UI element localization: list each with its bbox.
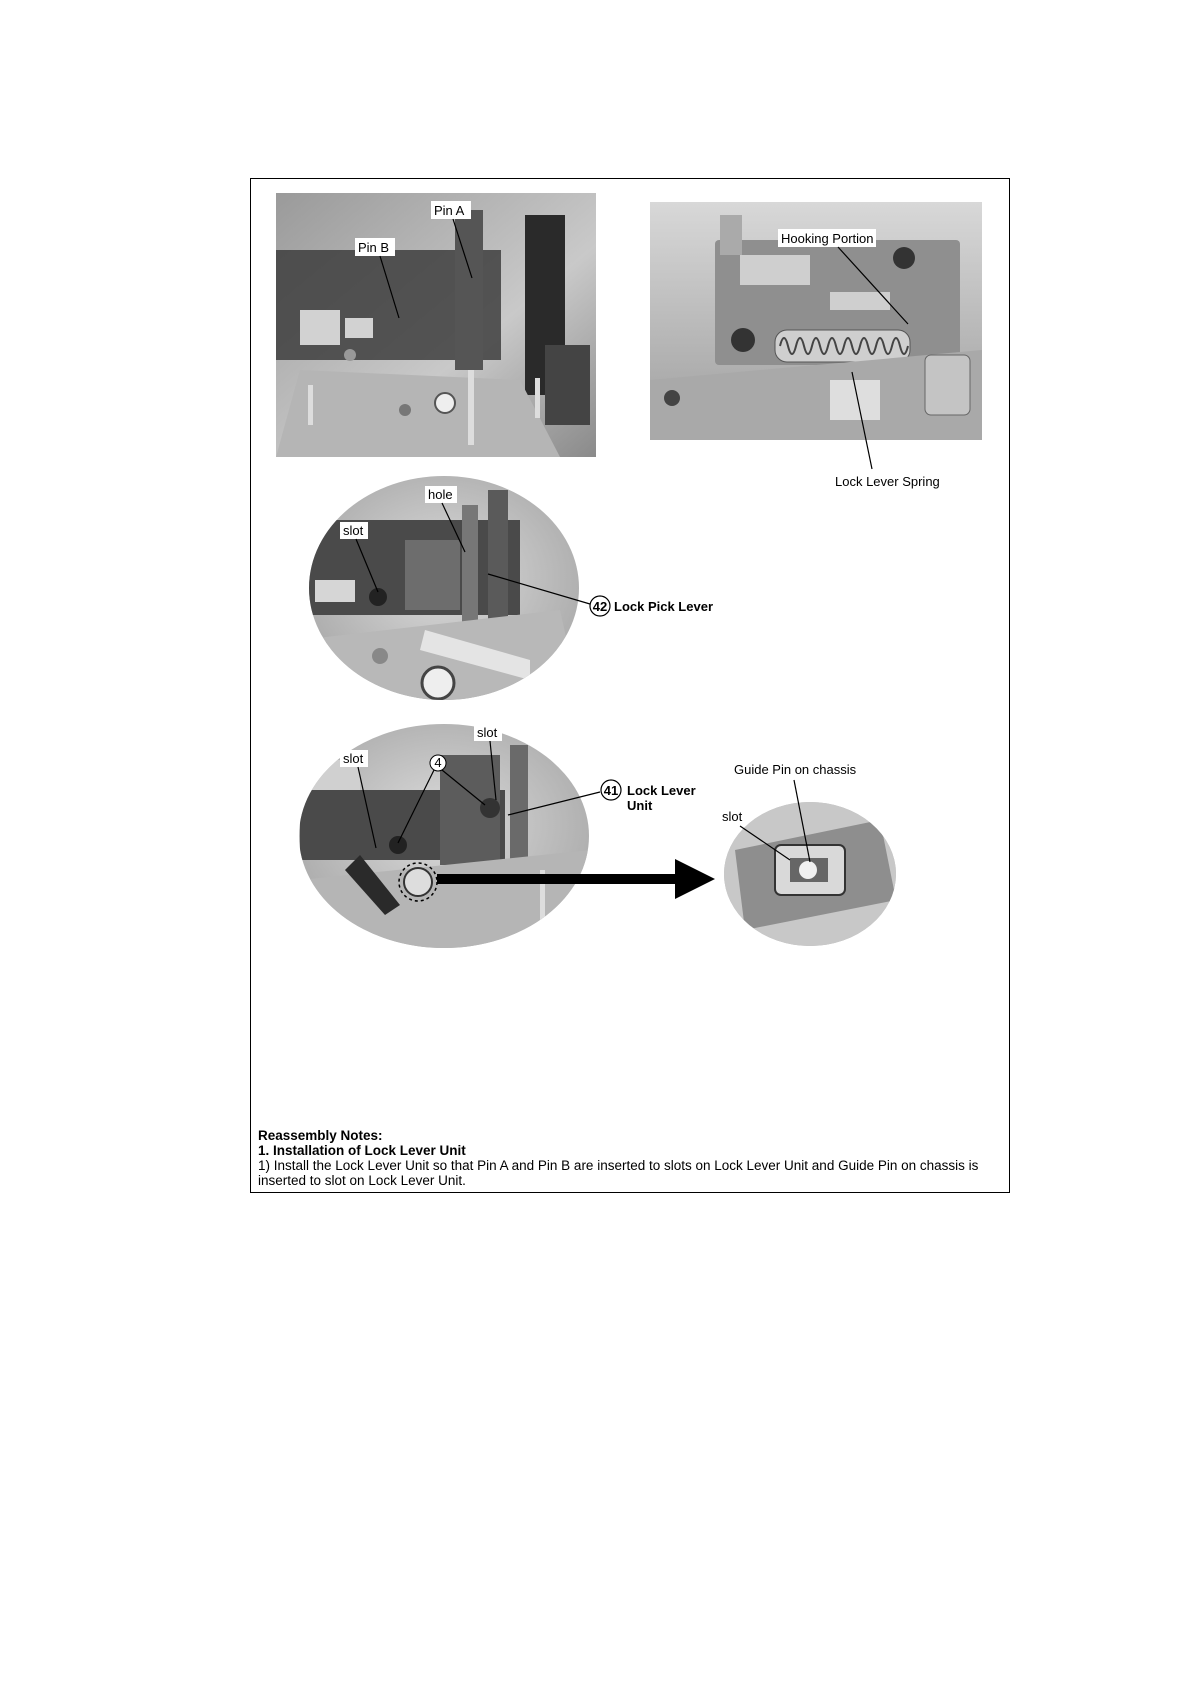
svg-text:Guide Pin on chassis: Guide Pin on chassis bbox=[734, 762, 857, 777]
svg-text:Lock Pick Lever: Lock Pick Lever bbox=[614, 599, 713, 614]
svg-text:Hooking Portion: Hooking Portion bbox=[781, 231, 874, 246]
reassembly-notes bbox=[258, 1128, 998, 1188]
svg-text:hole: hole bbox=[428, 487, 453, 502]
svg-text:Lock Lever Spring: Lock Lever Spring bbox=[835, 474, 940, 489]
svg-text:4: 4 bbox=[434, 755, 442, 770]
svg-text:slot: slot bbox=[343, 523, 364, 538]
svg-text:slot: slot bbox=[722, 809, 743, 824]
svg-text:slot: slot bbox=[477, 725, 498, 740]
spring-coil bbox=[775, 330, 910, 362]
photo-guide-pin-detail bbox=[724, 800, 896, 950]
svg-text:41: 41 bbox=[603, 783, 619, 798]
photo-pins bbox=[276, 193, 596, 457]
svg-text:Lock Lever: Lock Lever bbox=[627, 783, 696, 798]
notes-line-1: 1) Install the Lock Lever Unit so that Pin A and Pin B are inserted to slots on Lock Lever Unit and Guide Pin on chassis is bbox=[258, 1158, 979, 1173]
notes-heading: Reassembly Notes: bbox=[258, 1128, 383, 1143]
svg-text:Unit: Unit bbox=[627, 798, 653, 813]
notes-line-2: inserted to slot on Lock Lever Unit. bbox=[258, 1173, 466, 1188]
photo-lock-pick-lever bbox=[300, 476, 580, 700]
notes-subheading: 1. Installation of Lock Lever Unit bbox=[258, 1143, 466, 1158]
svg-text:Pin A: Pin A bbox=[434, 203, 465, 218]
svg-text:42: 42 bbox=[592, 599, 608, 614]
svg-text:Pin B: Pin B bbox=[358, 240, 390, 255]
svg-text:slot: slot bbox=[343, 751, 364, 766]
